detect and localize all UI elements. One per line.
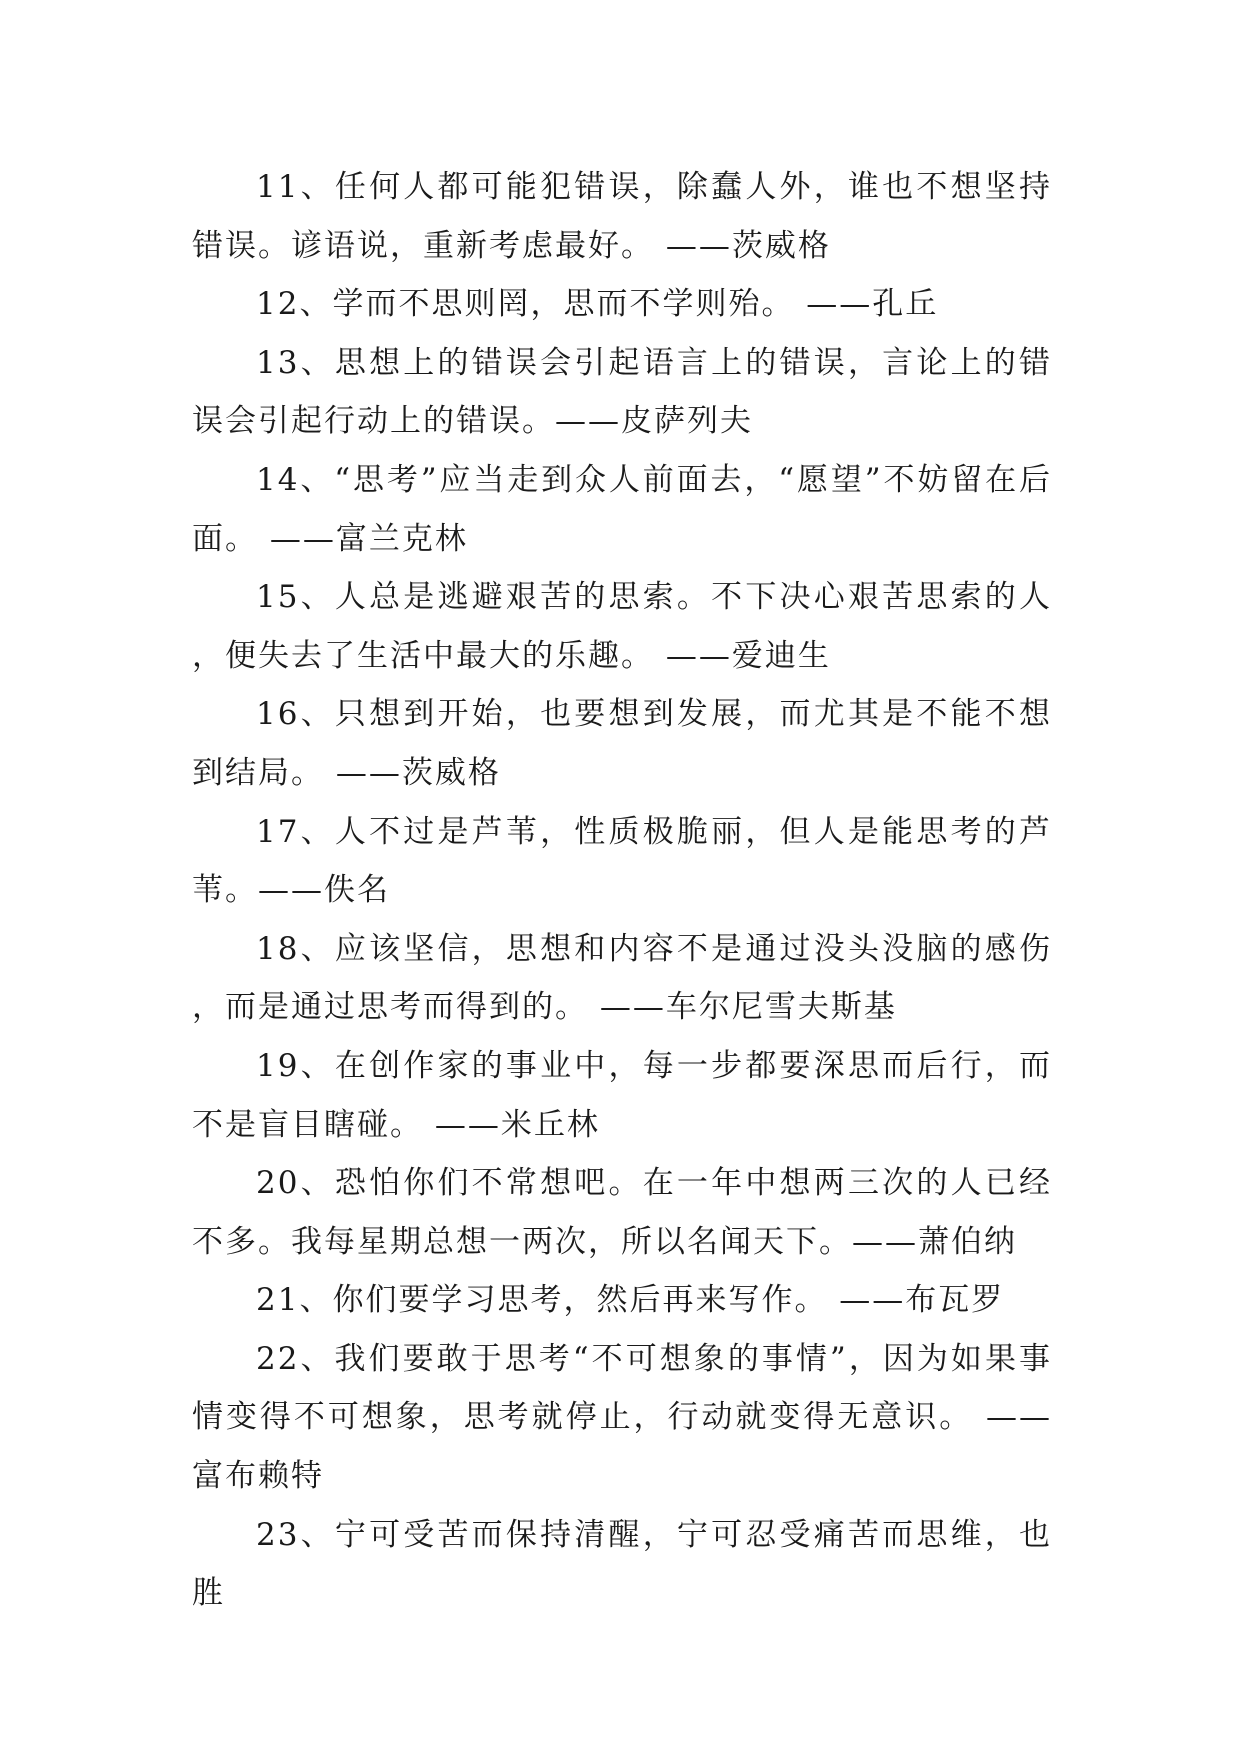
quote-paragraph-22: 22、我们要敢于思考“不可想象的事情”，因为如果事情变得不可想象，思考就停止，行动就变得无意识。 ——富布赖特	[192, 1340, 1052, 1495]
quote-paragraph-17: 17、人不过是芦苇，性质极脆丽，但人是能思考的芦苇。——佚名	[192, 813, 1052, 909]
quote-paragraph-15: 15、人总是逃避艰苦的思索。不下决心艰苦思索的人，便失去了生活中最大的乐趣。 ——爱迪生	[192, 579, 1052, 674]
quote-paragraph-16: 16、只想到开始，也要想到发展，而尤其是不能不想到结局。 ——茨威格	[192, 696, 1052, 791]
quote-paragraph-20: 20、恐怕你们不常想吧。在一年中想两三次的人已经不多。我每星期总想一两次，所以名闻天下。——萧伯纳	[192, 1165, 1052, 1260]
quote-paragraph-11: 11、任何人都可能犯错误，除蠢人外，谁也不想坚持错误。谚语说，重新考虑最好。 ——茨威格	[192, 169, 1052, 264]
quote-paragraph-12: 12、学而不思则罔，思而不学则殆。 ——孔丘	[256, 286, 939, 323]
quote-paragraph-13: 13、思想上的错误会引起语言上的错误，言论上的错误会引起行动上的错误。——皮萨列夫	[192, 344, 1052, 440]
quote-paragraph-14: 14、“思考”应当走到众人前面去，“愿望”不妨留在后面。 ——富兰克林	[192, 461, 1052, 557]
quote-paragraph-18: 18、应该坚信，思想和内容不是通过没头没脑的感伤，而是通过思考而得到的。 ——车尔尼雪夫斯基	[192, 930, 1052, 1026]
quote-paragraph-19: 19、在创作家的事业中，每一步都要深思而后行，而不是盲目瞎碰。 ——米丘林	[192, 1047, 1052, 1143]
quote-paragraph-21: 21、你们要学习思考，然后再来写作。 ——布瓦罗	[256, 1282, 1005, 1319]
quote-paragraph-23: 23、宁可受苦而保持清醒，宁可忍受痛苦而思维，也胜	[192, 1516, 1052, 1612]
quote-list	[192, 158, 1052, 1623]
